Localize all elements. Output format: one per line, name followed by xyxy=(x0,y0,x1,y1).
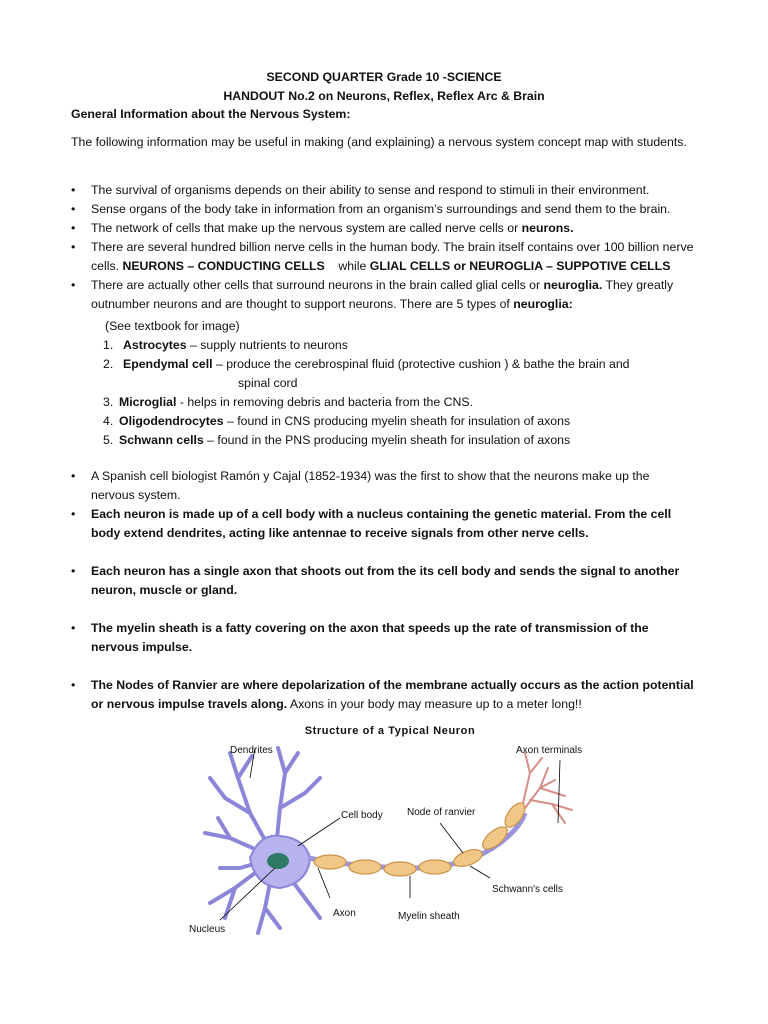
list-text: – supply nutrients to neurons xyxy=(186,338,348,352)
bullet-survival xyxy=(71,181,696,200)
bullet-bold-text: GLIAL CELLS or NEUROGLIA – SUPPOTIVE CELLS xyxy=(369,258,671,273)
list-item-continuation: spinal cord xyxy=(238,376,298,390)
list-item xyxy=(103,355,630,374)
bullet-ranvier xyxy=(71,676,696,713)
bullet-text: The network of cells that make up the nervous system are called nerve cells or xyxy=(91,221,522,235)
handout-subtitle: HANDOUT No.2 on Neurons, Reflex, Reflex Arc & Brain xyxy=(223,89,545,103)
bullet-bold-text: neuroglia: xyxy=(513,296,573,311)
bullet-bold-text: The Nodes of Ranvier are where depolarization of the membrane actually occurs as the action potential or nervous impulse travels along. xyxy=(91,678,694,711)
list-number: 3. xyxy=(103,395,114,409)
label-axon-terminals: Axon terminals xyxy=(516,745,583,756)
bullet-text: They greatly outnumber neurons and are thought to support neurons. There are 5 types of xyxy=(91,278,674,311)
bullet-text: There are several hundred billion nerve cells in the human body. The brain itself contains over 100 billion nerve cells. xyxy=(91,240,694,273)
bullet-myelin xyxy=(71,619,696,656)
bullet-text: A Spanish cell biologist Ramón y Cajal (1852-1934) was the first to show that the neurons make up the nervous system. xyxy=(91,469,650,502)
list-text: - helps in removing debris and bacteria from the CNS. xyxy=(176,395,474,409)
list-text: – found in CNS producing myelin sheath for insulation of axons xyxy=(223,414,571,428)
bullet-sense-organs xyxy=(71,200,696,219)
list-number: 1. xyxy=(103,338,114,352)
list-text: – produce the cerebrospinal fluid (protective cushion ) & bathe the brain and xyxy=(212,357,630,371)
list-term: Ependymal cell xyxy=(123,357,213,371)
bullet-text: The survival of organisms depends on their ability to sense and respond to stimuli in their environment. xyxy=(91,183,650,197)
list-item xyxy=(103,431,570,450)
bullet-glial-cells xyxy=(71,276,696,313)
list-term: Oligodendrocytes xyxy=(119,414,224,428)
label-node-of-ranvier: Node of ranvier xyxy=(407,807,476,818)
bullet-bold-text: neurons. xyxy=(521,221,574,235)
axon-terminals-graphic xyxy=(523,753,572,823)
list-text: – found in the PNS producing myelin sheath for insulation of axons xyxy=(203,433,571,447)
list-number: 5. xyxy=(103,433,114,447)
nucleus-graphic xyxy=(267,853,289,869)
label-dendrites: Dendrites xyxy=(230,745,273,756)
list-item xyxy=(103,393,473,412)
label-myelin-sheath: Myelin sheath xyxy=(398,911,460,922)
see-textbook-note: (See textbook for image) xyxy=(105,319,240,333)
label-cell-body: Cell body xyxy=(341,810,383,821)
bullet-network xyxy=(71,219,696,238)
figure-title: Structure of a Typical Neuron xyxy=(304,725,476,737)
label-nucleus: Nucleus xyxy=(189,924,226,935)
label-axon: Axon xyxy=(333,908,356,919)
list-item xyxy=(103,412,570,431)
bullet-text: Sense organs of the body take in information from an organism’s surroundings and send them to the brain. xyxy=(91,202,671,216)
bullet-bold-text: NEURONS – CONDUCTING CELLS xyxy=(122,258,325,273)
list-term: Astrocytes xyxy=(123,338,187,352)
bullet-text: There are actually other cells that surround neurons in the brain called glial cells or xyxy=(91,278,544,292)
handout-title: SECOND QUARTER Grade 10 -SCIENCE xyxy=(266,70,502,84)
list-item xyxy=(103,336,348,355)
list-term: Microglial xyxy=(119,395,177,409)
intro-paragraph: The following information may be useful in making (and explaining) a nervous system concept map with students. xyxy=(71,135,687,149)
bullet-axon xyxy=(71,562,696,599)
bullet-neuron-structure xyxy=(71,505,696,542)
bullet-bold-text: The myelin sheath is a fatty covering on the axon that speeds up the rate of transmission of the nervous impulse. xyxy=(91,621,649,654)
list-number: 4. xyxy=(103,414,114,428)
list-number: 2. xyxy=(103,357,114,371)
section-heading: General Information about the Nervous System: xyxy=(71,107,351,121)
bullet-bold-text: Each neuron is made up of a cell body with a nucleus containing the genetic material. From the cell body extend dendrites, acting like antennae to receive signals from other nerve cells. xyxy=(91,507,672,540)
bullet-bold-text: Each neuron has a single axon that shoots out from the its cell body and sends the signal to another neuron, muscle or gland. xyxy=(91,564,680,597)
bullet-text: while xyxy=(324,258,370,273)
bullet-text: Axons in your body may measure up to a meter long!! xyxy=(287,696,582,711)
list-term: Schwann cells xyxy=(119,433,204,447)
bullet-cell-count xyxy=(71,238,696,275)
label-schwann-cells: Schwann's cells xyxy=(492,884,563,895)
bullet-bold-text: neuroglia. xyxy=(543,278,603,292)
bullet-ramon-y-cajal xyxy=(71,467,696,504)
